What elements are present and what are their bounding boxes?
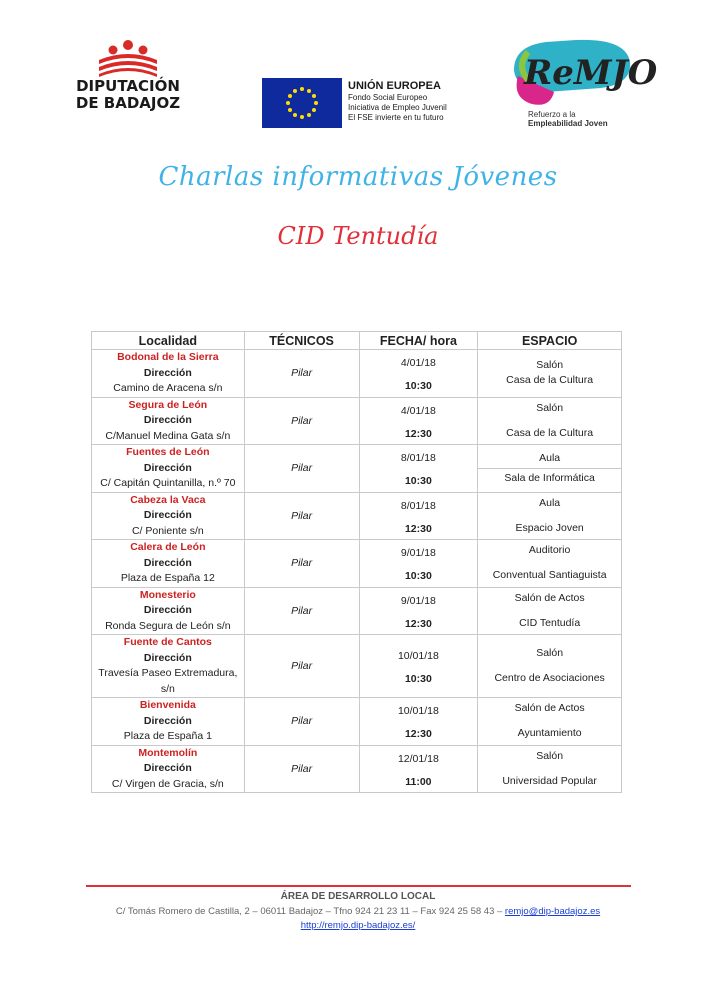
cell-fecha bbox=[359, 350, 478, 398]
space-name: Casa de la Cultura bbox=[506, 426, 594, 439]
cell-localidad bbox=[92, 698, 245, 746]
time-value: 10:30 bbox=[404, 475, 432, 488]
page-subtitle: CID Tentudía bbox=[277, 222, 439, 250]
address-label: Dirección bbox=[143, 604, 192, 616]
footer-email-link[interactable]: remjo@dip-badajoz.es bbox=[504, 906, 601, 917]
remjo-logo bbox=[506, 32, 658, 137]
address-label: Dirección bbox=[143, 762, 192, 774]
space-type: Salón bbox=[536, 749, 564, 762]
crown-icon bbox=[93, 38, 163, 78]
ue-line3: Iniciativa de Empleo Juvenil bbox=[348, 103, 447, 112]
cell-tecnico: Pilar bbox=[244, 635, 359, 698]
time-value: 12:30 bbox=[404, 728, 432, 741]
table-row bbox=[92, 350, 622, 398]
footer-area: ÁREA DE DESARROLLO LOCAL bbox=[280, 891, 436, 902]
cell-localidad bbox=[92, 745, 245, 793]
address-label: Dirección bbox=[143, 556, 192, 569]
header-espacio: ESPACIO bbox=[478, 332, 622, 350]
diputacion-logo bbox=[68, 38, 188, 128]
address-label: Dirección bbox=[143, 461, 192, 474]
cell-espacio bbox=[478, 397, 622, 445]
cell-tecnico: Pilar bbox=[244, 745, 359, 793]
address-value: Plaza de España 12 bbox=[120, 572, 215, 584]
space-name: Casa de la Cultura bbox=[506, 374, 594, 387]
date-value: 8/01/18 bbox=[400, 452, 436, 465]
diputacion-line2: DE BADAJOZ bbox=[75, 94, 181, 112]
address-value: C/ Poniente s/n bbox=[131, 524, 204, 537]
footer-web-link[interactable]: http://remjo.dip-badajoz.es/ bbox=[300, 920, 416, 931]
locality-name: Segura de León bbox=[128, 398, 208, 411]
cell-tecnico: Pilar bbox=[244, 698, 359, 746]
remjo-emblem-icon bbox=[506, 32, 658, 110]
date-value: 9/01/18 bbox=[400, 547, 436, 560]
space-type: Salón bbox=[536, 401, 564, 414]
space-name: Conventual Santiaguista bbox=[492, 569, 607, 582]
page-title: Charlas informativas Jóvenes bbox=[158, 162, 558, 192]
time-value: 11:00 bbox=[405, 775, 432, 788]
table-row bbox=[92, 587, 622, 635]
time-value: 12:30 bbox=[404, 522, 432, 535]
address-value: C/ Capitán Quintanilla, n.º 70 bbox=[100, 477, 236, 489]
space-name: CID Tentudía bbox=[519, 616, 581, 629]
cell-fecha bbox=[359, 587, 478, 635]
space-type: Auditorio bbox=[528, 544, 571, 557]
cell-localidad bbox=[92, 587, 245, 635]
locality-name: Fuentes de León bbox=[126, 446, 210, 458]
space-type: Salón bbox=[536, 359, 564, 372]
table-row bbox=[92, 698, 622, 746]
time-value: 12:30 bbox=[404, 617, 432, 630]
cell-tecnico: Pilar bbox=[244, 445, 359, 493]
address-label: Dirección bbox=[143, 414, 192, 426]
svg-text:ReMJO: ReMJO bbox=[524, 53, 658, 93]
schedule-table bbox=[91, 331, 622, 793]
cell-localidad bbox=[92, 635, 245, 698]
cell-espacio bbox=[478, 492, 622, 540]
locality-name: Monesterio bbox=[139, 588, 196, 601]
remjo-sub1: Refuerzo a la bbox=[528, 110, 576, 119]
footer-web bbox=[0, 920, 716, 931]
footer-address-text: C/ Tomás Romero de Castilla, 2 – 06011 Badajoz – Tfno 924 21 23 11 – Fax 924 25 58 43 – bbox=[115, 906, 505, 917]
locality-name: Cabeza la Vaca bbox=[130, 493, 206, 506]
table-row bbox=[92, 635, 622, 698]
cell-fecha bbox=[359, 698, 478, 746]
address-value: Travesía Paseo Extremadura, s/n bbox=[98, 667, 238, 695]
time-value: 10:30 bbox=[404, 673, 432, 685]
cell-espacio bbox=[478, 540, 622, 588]
cell-espacio bbox=[478, 698, 622, 746]
cell-tecnico: Pilar bbox=[244, 587, 359, 635]
date-value: 9/01/18 bbox=[400, 594, 436, 607]
cell-tecnico: Pilar bbox=[244, 540, 359, 588]
cell-localidad bbox=[92, 397, 245, 445]
space-type: Salón bbox=[536, 647, 564, 659]
space-name: Espacio Joven bbox=[515, 521, 584, 534]
locality-name: Bodonal de la Sierra bbox=[117, 351, 219, 363]
cell-fecha bbox=[359, 540, 478, 588]
locality-name: Bienvenida bbox=[139, 699, 196, 711]
cell-espacio bbox=[478, 350, 622, 398]
table-row bbox=[92, 397, 622, 445]
footer-address bbox=[0, 906, 716, 917]
ue-line2: Fondo Social Europeo bbox=[348, 93, 428, 102]
space-type: Salón de Actos bbox=[514, 702, 585, 715]
address-value: C/Manuel Medina Gata s/n bbox=[105, 429, 231, 442]
ue-line4: El FSE invierte en tu futuro bbox=[348, 113, 444, 122]
address-label: Dirección bbox=[143, 714, 192, 727]
header bbox=[0, 0, 696, 140]
cell-fecha bbox=[359, 745, 478, 793]
space-name: Ayuntamiento bbox=[517, 727, 582, 740]
date-value: 8/01/18 bbox=[400, 499, 436, 512]
time-value: 10:30 bbox=[404, 380, 432, 393]
time-value: 10:30 bbox=[404, 570, 432, 583]
ue-logo bbox=[262, 78, 462, 128]
eu-flag-icon bbox=[262, 78, 342, 128]
ue-text bbox=[348, 80, 468, 123]
address-value: Ronda Segura de León s/n bbox=[105, 619, 231, 632]
footer-divider bbox=[86, 885, 631, 887]
cell-localidad bbox=[92, 350, 245, 398]
header-tecnicos: TÉCNICOS bbox=[244, 332, 359, 350]
address-label: Dirección bbox=[143, 366, 192, 379]
date-value: 4/01/18 bbox=[400, 404, 436, 417]
header-localidad: Localidad bbox=[92, 332, 245, 350]
cell-espacio bbox=[478, 635, 622, 698]
space-name: Centro de Asociaciones bbox=[494, 672, 605, 684]
address-label: Dirección bbox=[143, 651, 192, 664]
date-value: 10/01/18 bbox=[397, 650, 439, 662]
cell-fecha bbox=[359, 635, 478, 698]
table-row bbox=[92, 445, 622, 493]
cell-tecnico: Pilar bbox=[244, 350, 359, 398]
address-value: Plaza de España 1 bbox=[123, 730, 212, 742]
time-value: 12:30 bbox=[404, 427, 432, 440]
table-row bbox=[92, 492, 622, 540]
cell-fecha bbox=[359, 445, 478, 493]
date-value: 12/01/18 bbox=[397, 752, 439, 765]
cell-localidad bbox=[92, 445, 245, 493]
table-header-row bbox=[92, 332, 622, 350]
cell-espacio bbox=[478, 745, 622, 793]
cell-fecha bbox=[359, 492, 478, 540]
remjo-subtitle bbox=[528, 110, 638, 128]
diputacion-line1: DIPUTACIÓN bbox=[76, 77, 180, 95]
header-fecha: FECHA/ hora bbox=[359, 332, 478, 350]
cell-tecnico: Pilar bbox=[244, 492, 359, 540]
date-value: 10/01/18 bbox=[397, 705, 439, 718]
space-name: Sala de Informática bbox=[478, 468, 621, 486]
space-type: Salón de Actos bbox=[514, 591, 585, 604]
space-type: Aula bbox=[539, 451, 561, 464]
ue-title: UNIÓN EUROPEA bbox=[348, 80, 441, 92]
cell-localidad bbox=[92, 492, 245, 540]
table-row bbox=[92, 540, 622, 588]
address-value: Camino de Aracena s/n bbox=[113, 382, 223, 394]
locality-name: Calera de León bbox=[130, 541, 206, 553]
cell-localidad bbox=[92, 540, 245, 588]
cell-fecha bbox=[359, 397, 478, 445]
space-type: Aula bbox=[539, 496, 561, 509]
space-name: Universidad Popular bbox=[502, 774, 597, 787]
address-label: Dirección bbox=[143, 509, 192, 521]
remjo-sub2: Empleabilidad Joven bbox=[528, 119, 608, 128]
cell-tecnico: Pilar bbox=[244, 397, 359, 445]
table-row bbox=[92, 745, 622, 793]
cell-espacio bbox=[478, 445, 622, 493]
locality-name: Fuente de Cantos bbox=[123, 636, 212, 648]
date-value: 4/01/18 bbox=[400, 357, 436, 370]
locality-name: Montemolín bbox=[138, 746, 198, 759]
cell-espacio bbox=[478, 587, 622, 635]
address-value: C/ Virgen de Gracia, s/n bbox=[111, 777, 224, 790]
